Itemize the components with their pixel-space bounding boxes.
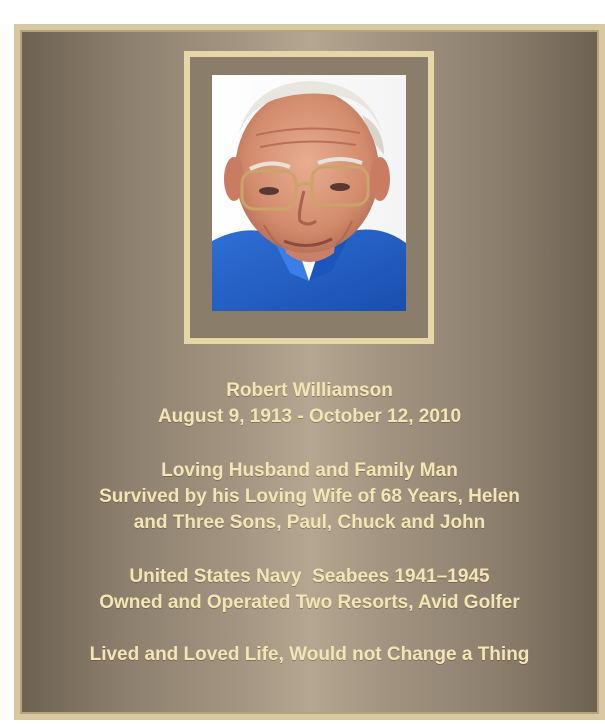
life-dates: August 9, 1913 - October 12, 2010 [157, 406, 462, 427]
family-line-1: Loving Husband and Family Man [161, 460, 458, 481]
service-inscription [20, 564, 599, 616]
closing-inscription [20, 642, 599, 668]
memorial-plaque [14, 24, 605, 720]
name-and-dates [20, 378, 599, 430]
service-line-1: United States Navy Seabees 1941–1945 [129, 566, 490, 587]
family-inscription [20, 458, 599, 536]
portrait-of-elderly-man-photo [212, 75, 406, 311]
portrait-frame [184, 51, 434, 344]
closing-line: Lived and Loved Life, Would not Change a Thing [89, 644, 530, 665]
portrait-photo [212, 75, 406, 311]
deceased-name: Robert Williamson [226, 380, 393, 401]
service-line-2: Owned and Operated Two Resorts, Avid Golfer [99, 592, 520, 613]
family-line-3: and Three Sons, Paul, Chuck and John [133, 512, 486, 533]
family-line-2: Survived by his Loving Wife of 68 Years, Helen [99, 486, 520, 507]
